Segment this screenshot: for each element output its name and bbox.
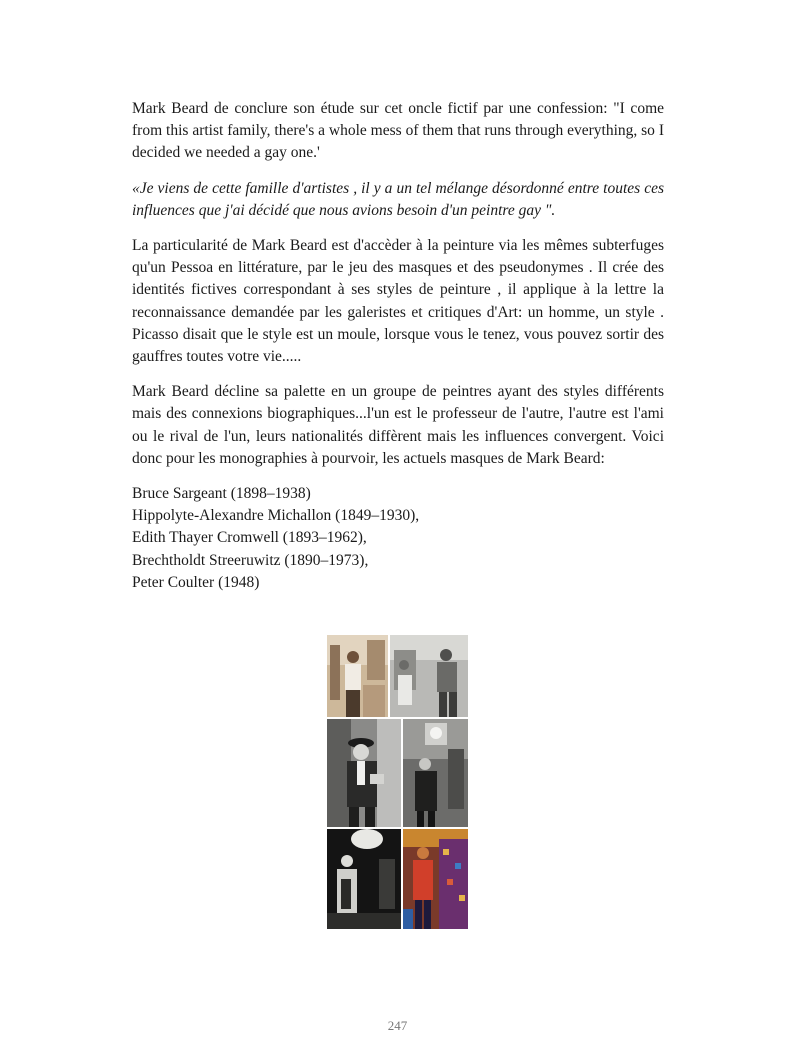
artist-item: Edith Thayer Cromwell (1893–1962), (132, 529, 367, 547)
artist-list (132, 483, 664, 594)
photo-gray-studio (390, 635, 468, 717)
photo-collage (327, 635, 468, 929)
paragraph-particularity: La particularité de Mark Beard est d'accèder à la peinture via les mêmes subterfuges qu'un Pessoa en littérature, par le jeu des masques et des pseudonymes . Il crée des identités fictives correspondant à ses styles de peinture , il applique à la lettre la reconnaissance demandée par les galeristes et critiques d'Art: un homme, un style . Picasso disait que le style est un moule, lorsque vous le tenez, vous pouvez sortir des gauffres toutes votre vie..... (132, 237, 664, 366)
paragraph-palette: Mark Beard décline sa palette en un groupe de peintres ayant des styles différents mais des connexions biographiques...l'un est le professeur de l'autre, l'autre est l'ami ou le rival de l'un, leurs nationalités diffèrent mais les influences convergent. Voici donc pour les monographies à pourvoir, les actuels masques de Mark Beard: (132, 383, 664, 467)
photo-man-interior (403, 719, 468, 827)
photo-sepia-studio (327, 635, 388, 717)
photo-colorful-painting (403, 829, 468, 929)
paragraph-quote-translation: «Je viens de cette famille d'artistes , il y a un tel mélange désordonné entre toutes ces influences que j'ai décidé que nous avions besoin d'un peintre gay ". (132, 179, 664, 219)
paragraph-confession: Mark Beard de conclure son étude sur cet oncle fictif par une confession: "I come from this artist family, there's a whole mess of them that runs through everything, so I decided we needed a gay one.' (132, 100, 664, 162)
page-number: 247 (387, 1018, 408, 1033)
artist-item: Peter Coulter (1948) (132, 573, 260, 591)
artist-item: Hippolyte-Alexandre Michallon (1849–1930), (132, 507, 420, 525)
artist-item: Bruce Sargeant (1898–1938) (132, 485, 311, 503)
photo-dark-theatrical (327, 829, 401, 929)
artist-item: Brechtholdt Streeruwitz (1890–1973), (132, 551, 369, 569)
photo-man-beret (327, 719, 401, 827)
page-body (132, 98, 664, 594)
